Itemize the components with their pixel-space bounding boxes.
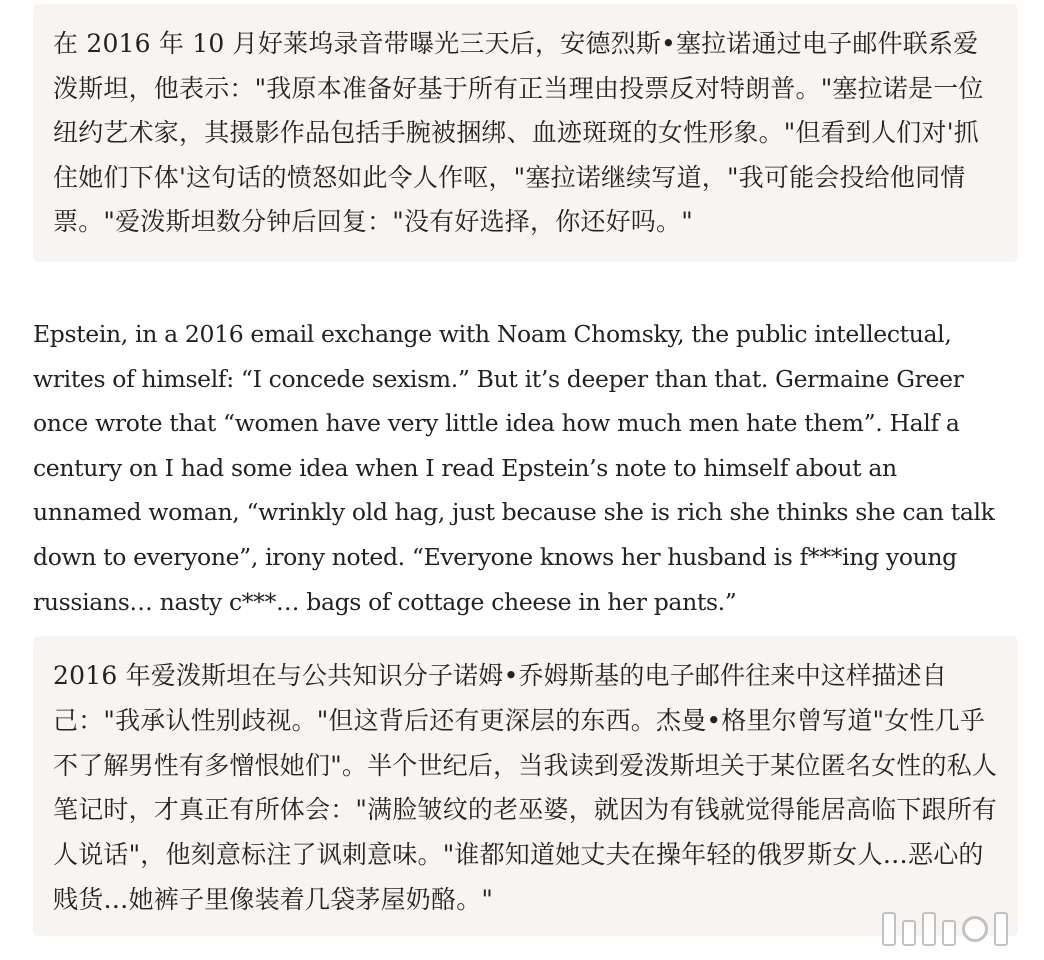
translation-text-bottom: 2016 年爱泼斯坦在与公共知识分子诺姆•乔姆斯基的电子邮件往来中这样描述自己："我承认性别歧视。"但这背后还有更深层的东西。杰曼•格里尔曾写道"女性几乎不了解男性有多憎恨她们"。半个世纪后，当我读到爱泼斯坦关于某位匿名女性的私人笔记时，才真正有所体会："满脸皱纹的老巫婆，就因为有钱就觉得能居高临下跟所有人说话"，他刻意标注了讽刺意味。"谁都知道她丈夫在操年轻的俄罗斯女人…恶心的贱货…她裤子里像装着几袋茅屋奶酪。" — [53, 661, 998, 914]
translation-text-top: 在 2016 年 10 月好莱坞录音带曝光三天后，安德烈斯•塞拉诺通过电子邮件联系爱泼斯坦，他表示："我原本准备好基于所有正当理由投票反对特朗普。"塞拉诺是一位纽约艺术家，其摄影作品包括手腕被捆绑、血迹斑斑的女性形象。"但看到人们对'抓住她们下体'这句话的愤怒如此令人作呕，"塞拉诺继续写道，"我可能会投给他同情票。"爱泼斯坦数分钟后回复："没有好选择，你还好吗。" — [53, 29, 984, 236]
watermark-bar-icon — [942, 920, 956, 946]
watermark-bar-icon — [882, 912, 896, 946]
translation-block-top — [33, 4, 1018, 262]
watermark-bar-icon — [922, 912, 936, 946]
watermark-ring-icon — [962, 916, 988, 942]
weibo-watermark-icon — [882, 912, 1032, 946]
watermark-bar-icon — [994, 912, 1008, 946]
translation-block-bottom — [33, 636, 1018, 936]
source-paragraph-english: Epstein, in a 2016 email exchange with Noam Chomsky, the public intellectual, writes of himself: “I concede sexism.” But it’s deeper than that. Germaine Greer once wrote that “women have very little idea how much men hate them”. Half a century on I had some idea when I read Epstein’s note to himself about an unnamed woman, “wrinkly old hag, just because she is rich she thinks she can talk down to everyone”, irony noted. “Everyone knows her husband is f***ing young russians… nasty c***… bags of cottage cheese in her pants.” — [33, 320, 995, 616]
watermark-bar-icon — [902, 920, 916, 946]
